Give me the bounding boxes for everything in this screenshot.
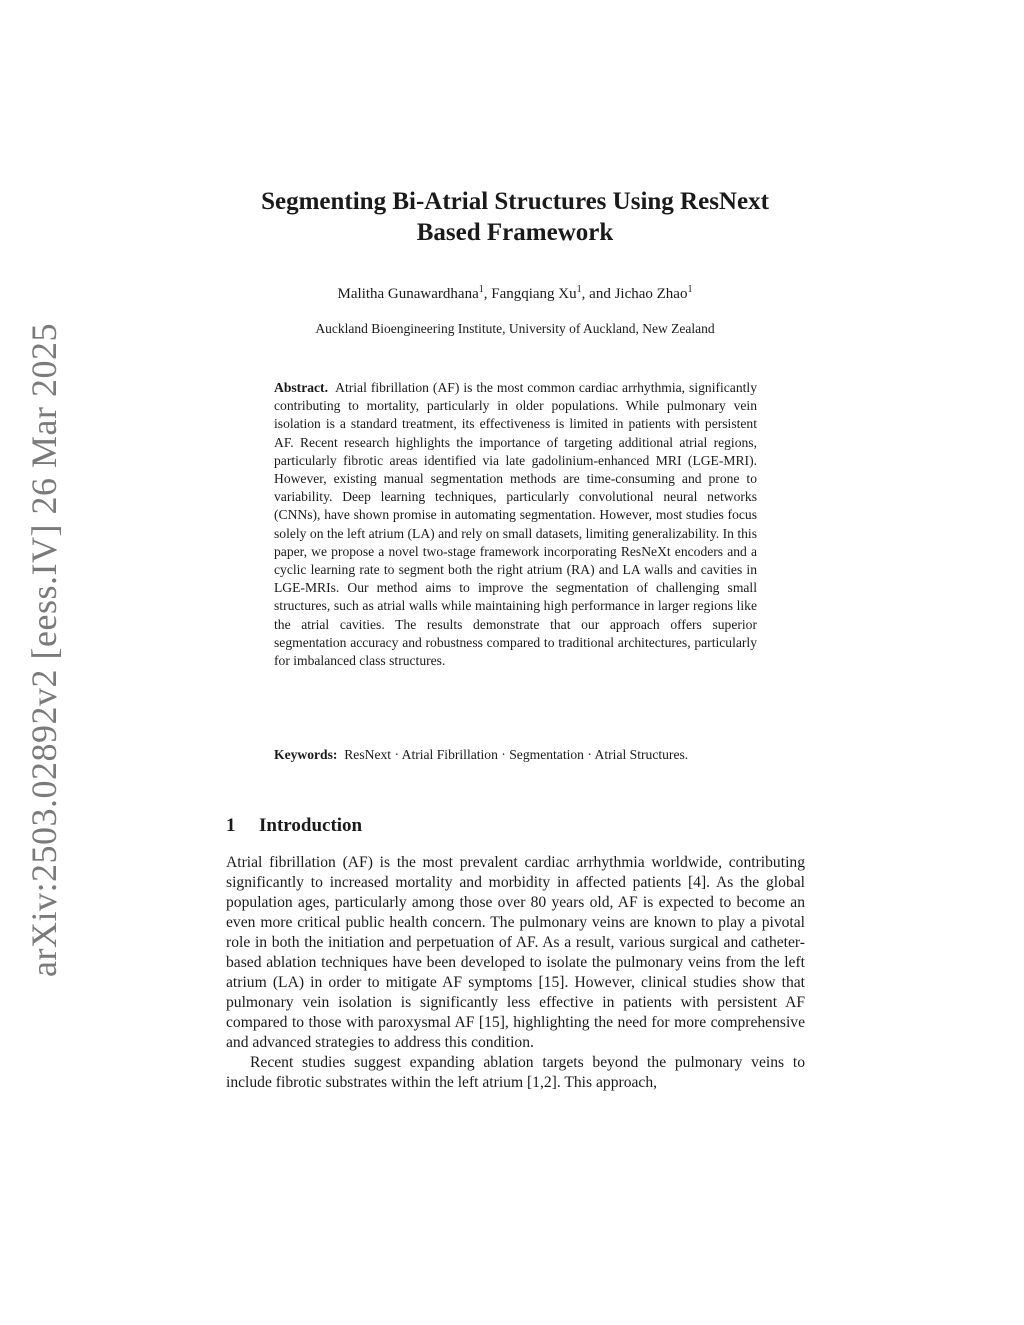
- abstract: [274, 379, 757, 670]
- introduction-body: [226, 853, 805, 1093]
- author-separator: ,: [483, 286, 492, 302]
- paragraph: Recent studies suggest expanding ablation targets beyond the pulmonary veins to include fibrotic substrates within the left atrium [1,2]. This approach,: [226, 1054, 805, 1091]
- paragraph: Atrial fibrillation (AF) is the most prevalent cardiac arrhythmia worldwide, contributing significantly to increased mortality and morbidity in affected patients [4]. As the global population ages, particularly among those over 80 years old, AF is expected to become an even more critical public health concern. The pulmonary veins are known to play a pivotal role in both the initiation and perpetuation of AF. As a result, various surgical and catheter-based ablation techniques have been developed to isolate the pulmonary veins from the left atrium (LA) in order to mitigate AF symptoms [15]. However, clinical studies show that pulmonary vein isolation is significantly less effective in patients with persistent AF compared to those with paroxysmal AF [15], highlighting the need for more comprehensive and advanced strategies to address this condition.: [226, 854, 805, 1051]
- section-heading-introduction: [226, 814, 362, 838]
- author-list: [200, 284, 830, 304]
- section-title: Introduction: [259, 815, 363, 836]
- author-affiliation-mark: 1: [687, 284, 693, 295]
- keywords: [274, 746, 757, 764]
- author-separator: , and: [581, 286, 615, 302]
- abstract-label: Abstract.: [274, 380, 328, 395]
- paper-title: [200, 186, 830, 248]
- affiliation: Auckland Bioengineering Institute, University of Auckland, New Zealand: [315, 321, 715, 336]
- author-name: Fangqiang Xu: [491, 286, 577, 302]
- author-name: Malitha Gunawardhana: [337, 286, 479, 302]
- keywords-text: ResNext · Atrial Fibrillation · Segmentation · Atrial Structures.: [344, 747, 689, 762]
- author-affiliation-mark: 1: [576, 284, 582, 295]
- arxiv-identifier-stamp: arXiv:2503.02892v2 [eess.IV] 26 Mar 2025: [24, 323, 64, 977]
- keywords-label: Keywords:: [274, 747, 338, 762]
- paper-title-line-1: Segmenting Bi-Atrial Structures Using ResNext: [261, 188, 769, 215]
- author-affiliation-mark: 1: [478, 284, 484, 295]
- section-number: 1: [226, 815, 236, 836]
- paper-title-line-2: Based Framework: [416, 219, 614, 246]
- author-name: Jichao Zhao: [614, 286, 688, 302]
- abstract-text: Atrial fibrillation (AF) is the most common cardiac arrhythmia, significantly contributing to mortality, particularly in older populations. While pulmonary vein isolation is a standard treatment, its effectiveness is limited in patients with persistent AF. Recent research highlights the importance of targeting additional atrial regions, particularly fibrotic areas identified via late gadolinium-enhanced MRI (LGE-MRI). However, existing manual segmentation methods are time-consuming and prone to variability. Deep learning techniques, particularly convolutional neural networks (CNNs), have shown promise in automating segmentation. However, most studies focus solely on the left atrium (LA) and rely on small datasets, limiting generalizability. In this paper, we propose a novel two-stage framework incorporating ResNeXt encoders and a cyclic learning rate to segment both the right atrium (RA) and LA walls and cavities in LGE-MRIs. Our method aims to improve the segmentation of challenging small structures, such as atrial walls while maintaining high performance in larger regions like the atrial cavities. The results demonstrate that our approach offers superior segmentation accuracy and robustness compared to traditional architectures, particularly for imbalanced class structures.: [274, 380, 757, 669]
